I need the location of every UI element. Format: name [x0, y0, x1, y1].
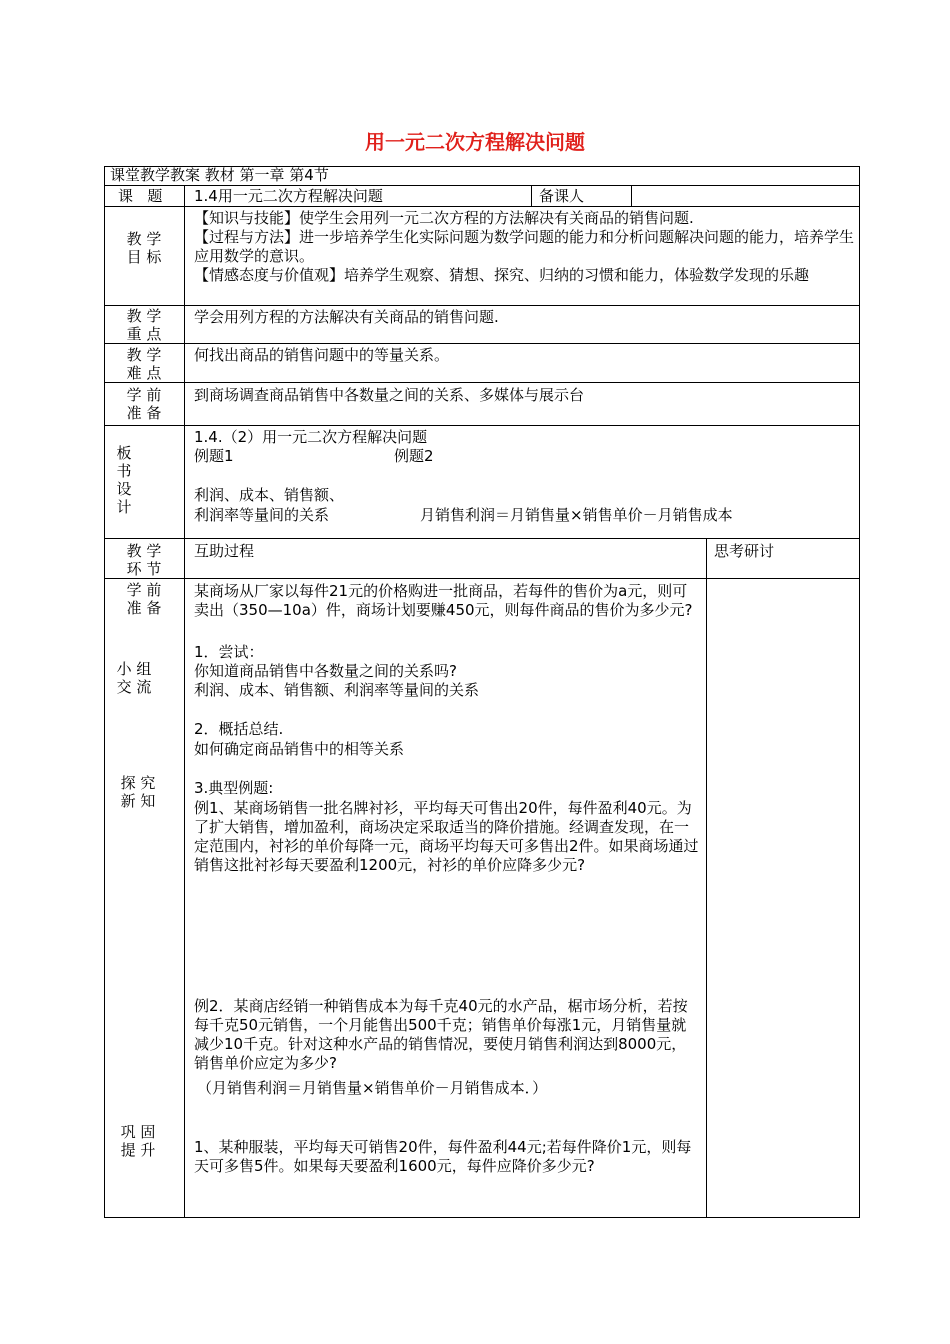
table-border [104, 343, 860, 344]
table-border [631, 185, 632, 206]
goal-emotion: 【情感态度与价值观】培养学生观察、猜想、探究、归纳的习惯和能力，体验数学发现的乐趣 [194, 266, 810, 284]
table-border [104, 538, 860, 539]
practice-problem: 1、某种服装，平均每天可销售20件，每件盈利44元;若每件降价1元，则每天可多售5件。如果每天要盈利1600元，每件应降价多少元? [194, 1138, 692, 1175]
preparer-label: 备课人 [539, 187, 585, 205]
try-answer: 利润、成本、销售额、利润率等量间的关系 [194, 681, 480, 699]
try-title: 1．尝试： [194, 643, 264, 661]
board-line3: 利润、成本、销售额、 [194, 486, 345, 504]
section-label-explore: 探 究 新 知 [120, 774, 156, 810]
example-2-note: （月销售利润＝月销售量×销售单价－月销售成本．） [197, 1079, 548, 1097]
goals-content [194, 209, 856, 285]
intro-problem: 某商场从厂家以每件21元的价格购进一批商品，若每件的售价为a元，则可卖出（350—10a）件，商场计划要赚450元，则每件商品的售价为多少元? [194, 582, 693, 619]
section-label-consolidate: 巩 固 提 升 [120, 1123, 156, 1159]
board-formula: 月销售利润＝月销售量×销售单价－月销售成本 [420, 506, 733, 524]
prep-value: 到商场调查商品销售中各数量之间的关系、多媒体与展示台 [194, 386, 585, 404]
goal-knowledge: 【知识与技能】使学生会用列一元二次方程的方法解决有关商品的销售问题. [194, 209, 694, 227]
goal-process: 【过程与方法】进一步培养学生化实际问题为数学问题的能力和分析问题解决问题的能力，培养学生应用数学的意识。 [194, 228, 855, 265]
goals-label: 教 学 目 标 [126, 230, 162, 266]
key-label: 教 学 重 点 [126, 307, 162, 343]
try-question: 你知道商品销售中各数量之间的关系吗? [194, 662, 457, 680]
examples-title: 3.典型例题: [194, 779, 274, 797]
board-label: 板 书 设 计 [116, 444, 132, 516]
page-title: 用一元二次方程解决问题 [365, 130, 585, 154]
document-header: 课堂教学教案 教材 第一章 第4节 [110, 166, 329, 184]
board-example2: 例题2 [394, 447, 434, 465]
example-1: 例1、某商场销售一批名牌衬衫，平均每天可售出20件，每件盈利40元。为了扩大销售，增加盈利，商场决定采取适当的降价措施。经调查发现，在一定范围内，衬衫的单价每降一元，商场平均每天可多售出2件。如果商场通过销售这批衬衫每天要盈利1200元，衬衫的单价应降多少元? [194, 799, 699, 874]
table-border [706, 538, 707, 1218]
board-example1: 例题1 [194, 447, 234, 465]
process-col-header: 互助过程 [194, 542, 255, 560]
table-border [104, 578, 860, 579]
table-border [184, 185, 185, 1218]
section-label-prep: 学 前 准 备 [126, 581, 162, 617]
table-border [104, 206, 860, 207]
prep-label: 学 前 准 备 [126, 386, 162, 422]
table-border [104, 382, 860, 383]
difficulty-label: 教 学 难 点 [126, 346, 162, 382]
table-border [104, 1217, 860, 1218]
section-label-group: 小 组 交 流 [116, 660, 152, 696]
table-border [859, 166, 860, 1218]
table-border [104, 185, 860, 186]
table-border [531, 185, 532, 206]
board-line4: 利润率等量间的关系 [194, 506, 330, 524]
key-value: 学会用列方程的方法解决有关商品的销售问题. [194, 308, 499, 326]
summary-title: 2．概括总结. [194, 720, 284, 738]
process-stage-label: 教 学 环 节 [126, 542, 162, 578]
summary-question: 如何确定商品销售中的相等关系 [194, 740, 405, 758]
difficulty-value: 何找出商品的销售问题中的等量关系。 [194, 346, 450, 364]
example-2: 例2．某商店经销一种销售成本为每千克40元的水产品，椐市场分析，若按每千克50元销售，一个月能售出500千克；销售单价每涨1元，月销售量就减少10千克。针对这种水产品的销售情况，要使月销售利润达到8000元，销售单价应定为多少? [194, 997, 688, 1072]
topic-value: 1.4用一元二次方程解决问题 [194, 187, 383, 205]
table-border [104, 425, 860, 426]
table-border [104, 305, 860, 306]
reflection-col-header: 思考研讨 [714, 542, 775, 560]
board-line1: 1.4.（2）用一元二次方程解决问题 [194, 428, 428, 446]
topic-label: 课 题 [118, 187, 163, 205]
